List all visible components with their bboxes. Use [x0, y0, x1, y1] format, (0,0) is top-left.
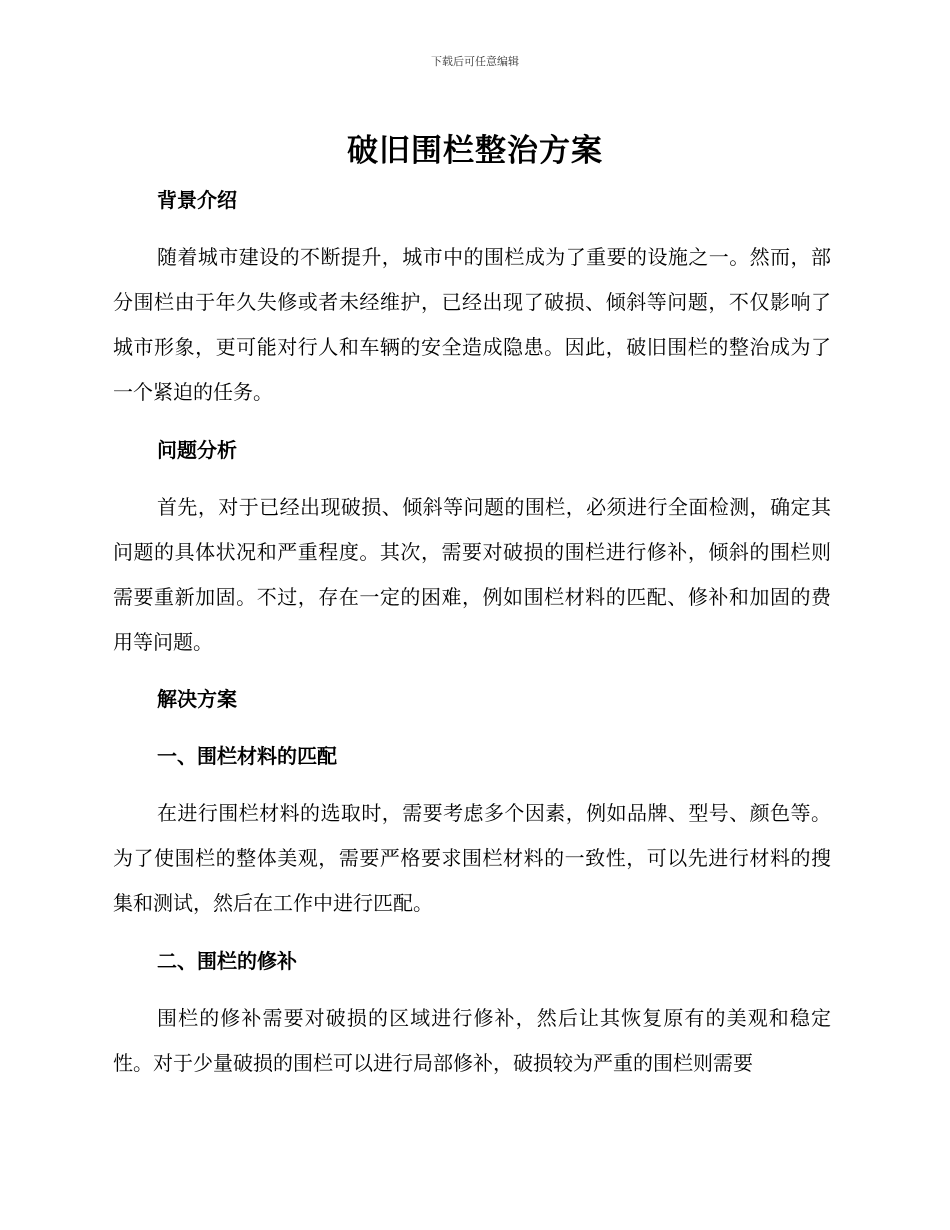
document-title: 破旧围栏整治方案 [347, 133, 603, 169]
paragraph-analysis: 首先，对于已经出现破损、倾斜等问题的围栏，必须进行全面检测，确定其问题的具体状况和严重程度。其次，需要对破损的围栏进行修补，倾斜的围栏则需要重新加固。不过，存在一定的困难，例如围栏材料的匹配、修补和加固的费用等问题。 [113, 495, 831, 654]
heading-background: 背景介绍 [157, 188, 237, 212]
paragraph-material-matching: 在进行围栏材料的选取时，需要考虑多个因素，例如品牌、型号、颜色等。为了使围栏的整体美观，需要严格要求围栏材料的一致性，可以先进行材料的搜集和测试，然后在工作中进行匹配。 [113, 801, 831, 915]
page-header-note: 下载后可任意编辑 [431, 55, 519, 68]
heading-analysis: 问题分析 [157, 438, 237, 462]
heading-fence-repair: 二、围栏的修补 [157, 949, 297, 973]
heading-solution: 解决方案 [157, 687, 237, 711]
heading-material-matching: 一、围栏材料的匹配 [157, 744, 337, 768]
paragraph-fence-repair: 围栏的修补需要对破损的区域进行修补，然后让其恢复原有的美观和稳定性。对于少量破损的围栏可以进行局部修补，破损较为严重的围栏则需要 [113, 1006, 831, 1075]
paragraph-background: 随着城市建设的不断提升，城市中的围栏成为了重要的设施之一。然而，部分围栏由于年久失修或者未经维护，已经出现了破损、倾斜等问题，不仅影响了城市形象，更可能对行人和车辆的安全造成隐患。因此，破旧围栏的整治成为了一个紧迫的任务。 [113, 245, 831, 404]
